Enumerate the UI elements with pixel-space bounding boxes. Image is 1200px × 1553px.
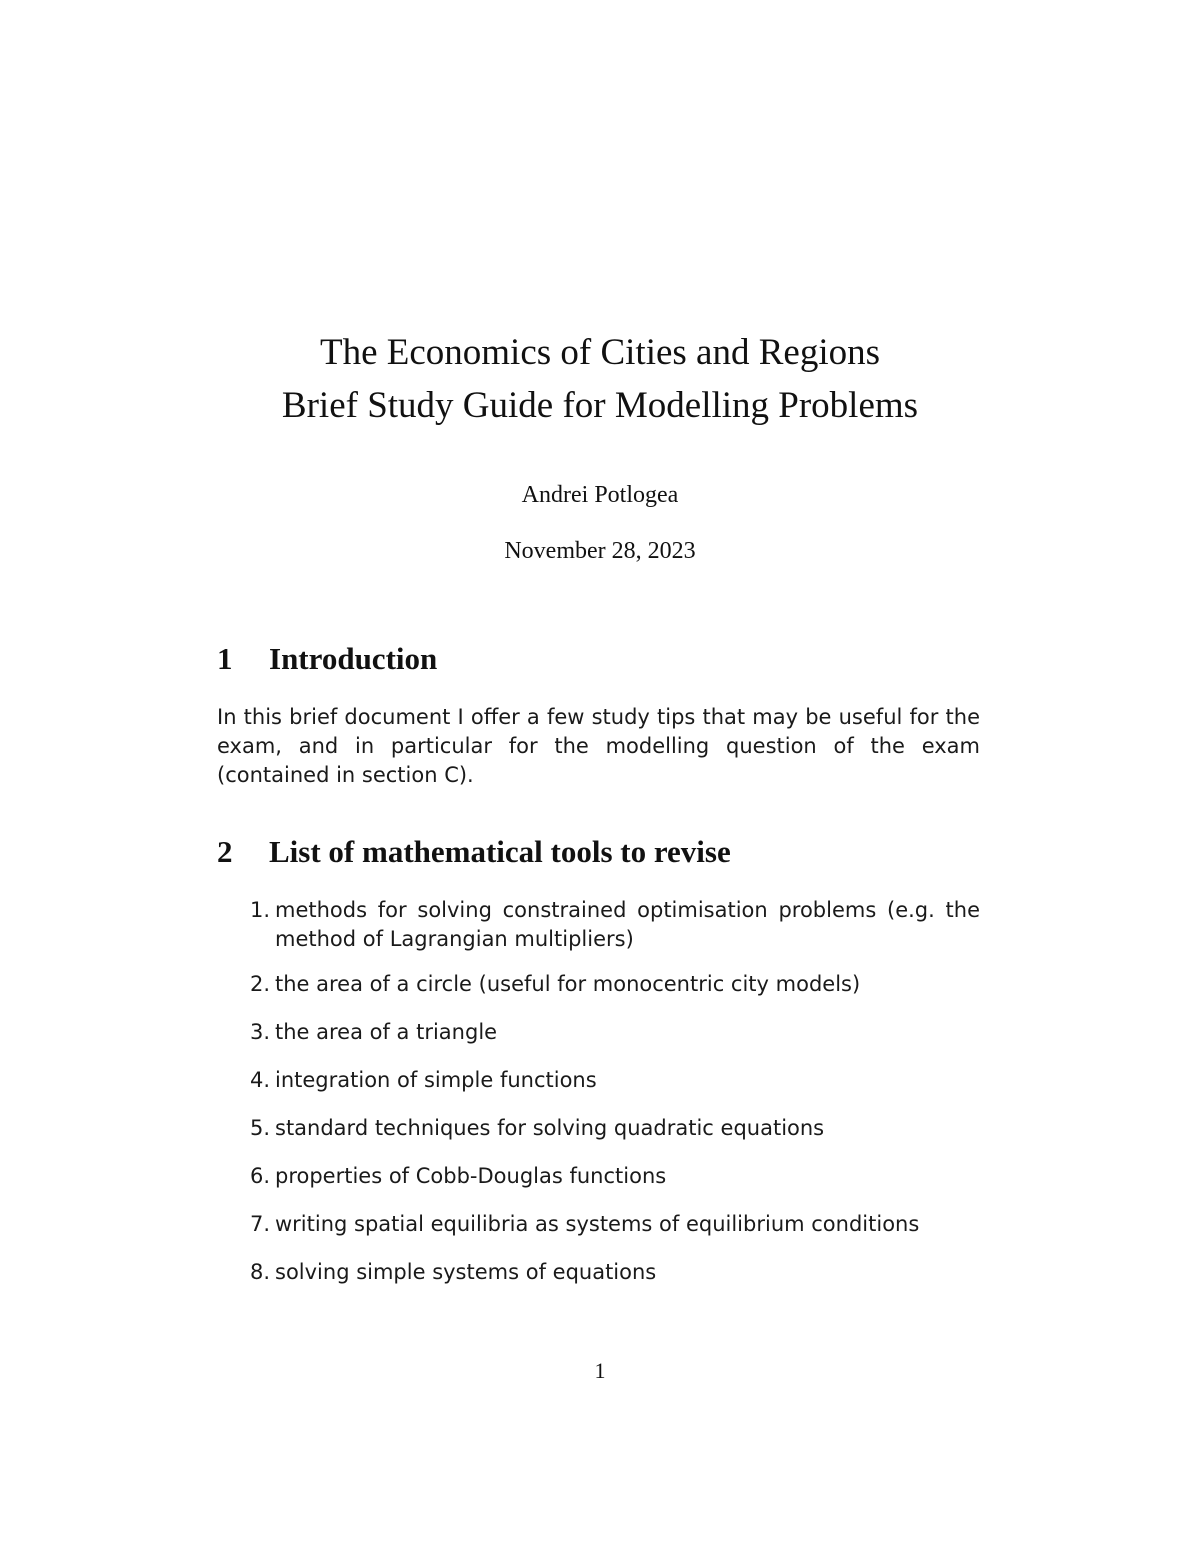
introduction-paragraph: In this brief document I offer a few study tips that may be useful for the exam, and in particular for the modelling question of the exam (contained in section C).	[217, 705, 980, 787]
list-item-number: 2.	[249, 972, 270, 996]
list-item-number: 7.	[249, 1212, 270, 1236]
list-item-text: methods for solving constrained optimisation problems (e.g. the method of Lagrangian multipliers)	[275, 898, 980, 951]
list-item-text: properties of Cobb-Douglas functions	[275, 1164, 667, 1188]
list-item	[244, 896, 980, 954]
list-item-number: 3.	[249, 1020, 270, 1044]
document-title-line-2: Brief Study Guide for Modelling Problems	[281, 385, 919, 426]
list-item-text: integration of simple functions	[275, 1068, 597, 1092]
section-heading-introduction	[217, 641, 437, 677]
list-item-text: standard techniques for solving quadratic equations	[275, 1116, 825, 1140]
list-item	[244, 1114, 980, 1143]
list-item-text: writing spatial equilibria as systems of equilibrium conditions	[275, 1212, 920, 1236]
list-item-number: 6.	[249, 1164, 270, 1188]
list-item-text: solving simple systems of equations	[275, 1260, 657, 1284]
author-name: Andrei Potlogea	[521, 482, 679, 508]
list-item	[244, 1210, 980, 1239]
list-item-number: 8.	[249, 1260, 270, 1284]
list-item-text: the area of a triangle	[275, 1020, 498, 1044]
section-title: Introduction	[269, 641, 438, 676]
list-item-text: the area of a circle (useful for monocentric city models)	[275, 972, 861, 996]
list-item-number: 1.	[249, 898, 270, 922]
section-title: List of mathematical tools to revise	[269, 834, 731, 869]
list-item-number: 4.	[249, 1068, 270, 1092]
list-item	[244, 1018, 980, 1047]
list-item	[244, 1066, 980, 1095]
section-number: 1	[217, 641, 233, 676]
list-item	[244, 1258, 980, 1287]
page-number: 1	[594, 1358, 606, 1383]
list-item	[244, 1162, 980, 1191]
section-heading-math-tools	[217, 834, 731, 870]
document-title-line-1: The Economics of Cities and Regions	[319, 332, 881, 373]
list-item-number: 5.	[249, 1116, 270, 1140]
section-number: 2	[217, 834, 233, 869]
list-item	[244, 970, 980, 999]
document-date: November 28, 2023	[504, 538, 696, 564]
